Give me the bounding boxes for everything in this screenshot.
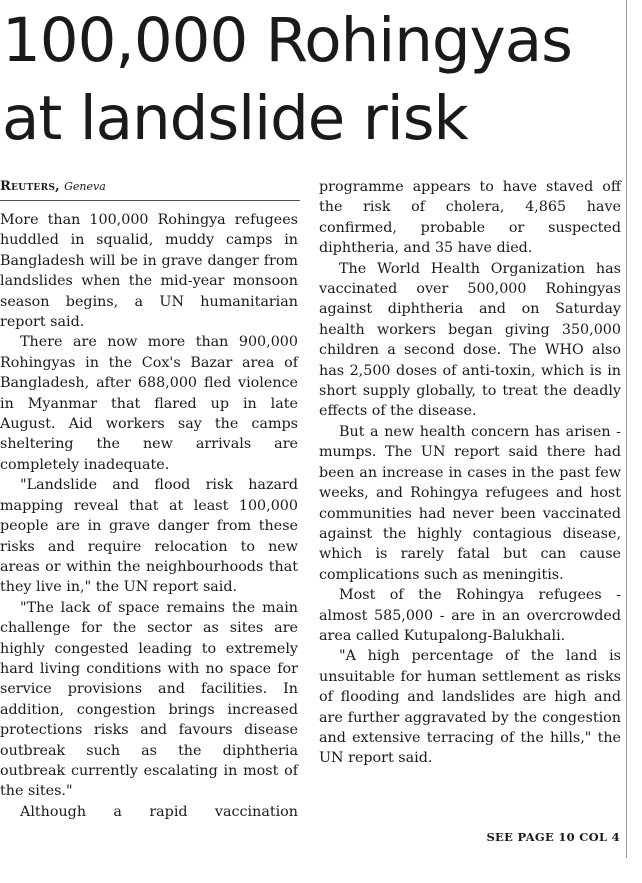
col2-paragraph-3: But a new health concern has arisen - mumps. The UN report said there had been an increase in cases in the past few weeks, and Rohingya refugees and host communities had never been vaccinated against the highly contagious disease, which is rarely fatal but can cause complications such as meningitis. [319, 423, 621, 583]
byline-place: Geneva [64, 180, 106, 193]
col1-paragraph-4: "The lack of space remains the main challenge for the sector as sites are highly congested leading to extremely hard living conditions with no space for service provisions and facilities. In addition, congestion brings increased protections risks and favours disease outbreak such as the diphtheria outbreak currently escalating in most of the sites." [0, 599, 298, 800]
headline-line-2: at landslide risk [2, 83, 468, 154]
col1-paragraph-5: Although a rapid vaccination [20, 803, 298, 820]
column-divider-rule [626, 0, 627, 858]
col2-paragraph-2: The World Health Organization has vaccinated over 500,000 Rohingyas against diphtheria and on Saturday health workers began giving 350,000 children a second dose. The WHO also has 2,500 doses of anti-toxin, which is in short supply globally, to treat the deadly effects of the disease. [319, 260, 621, 420]
continuation-reference: SEE PAGE 10 COL 4 [486, 830, 620, 844]
col1-paragraph-1: More than 100,000 Rohingya refugees huddled in squalid, muddy camps in Bangladesh will be in grave danger from landslides when the mid-year monsoon season begins, a UN humanitarian report said. [0, 212, 298, 331]
col1-paragraph-2: There are now more than 900,000 Rohingyas in the Cox's Bazar area of Bangladesh, after 688,000 fled violence in Myanmar that flared up in late August. Aid workers say the camps sheltering the new arrivals are completely inadequate. [0, 334, 298, 473]
headline [2, 2, 638, 158]
col1-paragraph-3: "Landslide and flood risk hazard mapping reveal that at least 100,000 people are in grave danger from these risks and require relocation to new areas or within the neighbourhoods that they live in," the UN report said. [0, 477, 298, 596]
article-column-1 [0, 210, 298, 822]
col2-paragraph-1: programme appears to have staved off the risk of cholera, 4,865 have confirmed, probable or suspected diphtheria, and 35 have died. [319, 179, 621, 257]
headline-line-1: 100,000 Rohingyas [2, 5, 572, 76]
byline [0, 178, 300, 201]
col2-paragraph-4: Most of the Rohingya refugees - almost 585,000 - are in an overcrowded area called Kutupalong-Balukhali. [319, 587, 621, 644]
byline-agency: Reuters, [0, 179, 60, 194]
col2-paragraph-5: "A high percentage of the land is unsuitable for human settlement as risks of flooding and landslides are high and are further aggravated by the congestion and extensive terracing of the hills," the UN report said. [319, 648, 621, 767]
article-column-2 [319, 177, 621, 769]
